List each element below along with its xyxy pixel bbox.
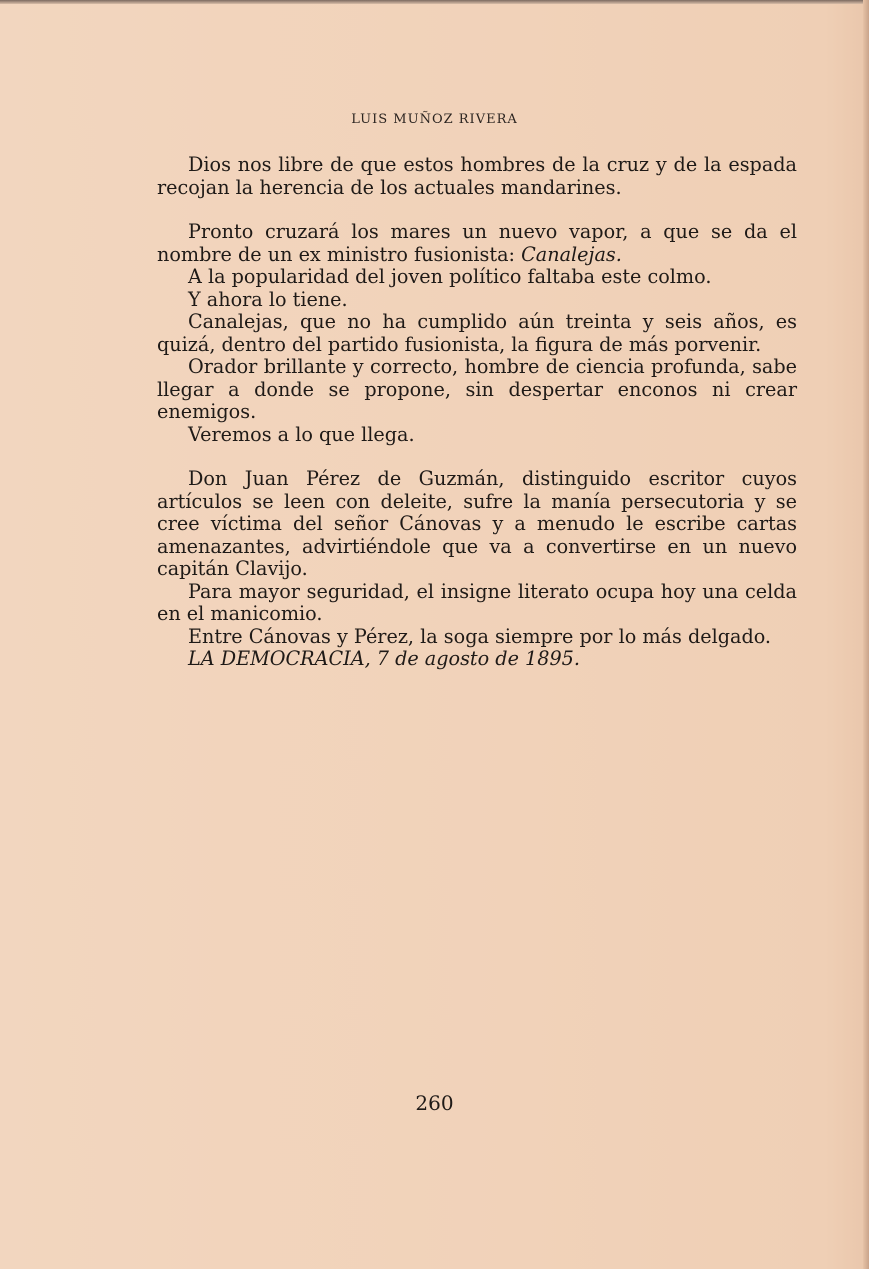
paragraph-4: Y ahora lo tiene. [188,287,348,311]
page-right-edge [863,0,869,1269]
paragraph-9: Para mayor seguridad, el insigne literato ocupa hoy una celda en el manicomio. [157,579,797,625]
paragraph-2-text: Pronto cruzará los mares un nuevo vapor, a que se da el nombre de un ex ministro fusionista: [157,220,797,266]
dateline: LA DEMOCRACIA, 7 de agosto de 1895. [188,647,580,670]
paragraph-10: Entre Cánovas y Pérez, la soga siempre por lo más delgado. [188,624,772,648]
paragraph-5: Canalejas, que no ha cumplido aún treinta y seis años, es quizá, dentro del partido fusionista, la figura de más porvenir. [157,310,797,356]
paragraph-2 [157,221,797,266]
paragraph-3: A la popularidad del joven político faltaba este colmo. [188,265,712,288]
paragraph-6: Orador brillante y correcto, hombre de ciencia profunda, sabe llegar a donde se propone, sin despertar enconos ni crear enemigos. [157,355,797,423]
paragraph-1: Dios nos libre de que estos hombres de la cruz y de la espada recojan la herencia de los actuales mandarines. [157,153,797,199]
paragraph-8: Don Juan Pérez de Guzmán, distinguido escritor cuyos artículos se leen con deleite, sufre la manía persecutoria y se cree víctima del señor Cánovas y a menudo le escribe cartas amenazantes, advirtiéndole que va a convertirse en un nuevo capitán Clavijo. [157,467,797,580]
page-top-edge [0,0,869,4]
body-text [157,154,797,671]
running-head: LUIS MUÑOZ RIVERA [351,112,518,127]
page-number: 260 [415,1091,454,1115]
paragraph-2-italic: Canalejas. [521,242,622,266]
paragraph-7: Veremos a lo que llega. [188,422,415,446]
